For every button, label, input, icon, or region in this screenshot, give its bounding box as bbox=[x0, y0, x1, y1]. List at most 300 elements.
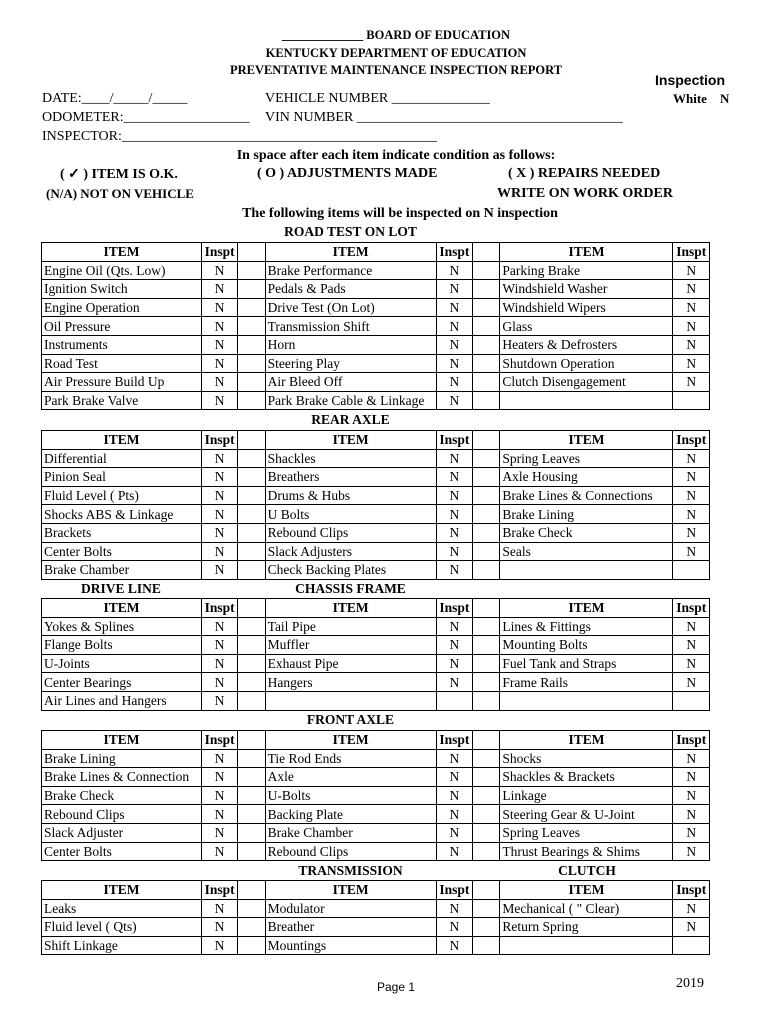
condition-entry-cell[interactable] bbox=[238, 391, 265, 410]
inspection-code: N bbox=[673, 786, 710, 805]
inspection-code: N bbox=[673, 354, 710, 373]
inspection-code: N bbox=[201, 354, 237, 373]
page-number: Page 1 bbox=[377, 980, 416, 994]
table-row bbox=[42, 391, 710, 410]
item-column-header: ITEM bbox=[500, 881, 673, 900]
table-row bbox=[42, 768, 710, 787]
table-row bbox=[42, 505, 710, 524]
item-name: Backing Plate bbox=[265, 805, 436, 824]
item-name: Brake Chamber bbox=[42, 561, 202, 580]
condition-column-header bbox=[473, 731, 500, 750]
inspection-code: N bbox=[436, 317, 472, 336]
condition-entry-cell[interactable] bbox=[473, 899, 500, 918]
inspection-code: N bbox=[201, 391, 237, 410]
item-name: Shutdown Operation bbox=[500, 354, 673, 373]
inspector-field[interactable]: INSPECTOR:_____________________________________________ bbox=[42, 129, 437, 144]
item-column-header: ITEM bbox=[42, 431, 202, 450]
item-name: Rebound Clips bbox=[265, 523, 436, 542]
item-name: Axle Housing bbox=[500, 468, 673, 487]
item-name: Air Pressure Build Up bbox=[42, 373, 202, 392]
item-name: Ignition Switch bbox=[42, 280, 202, 299]
inspt-column-header: Inspt bbox=[673, 431, 710, 450]
condition-entry-cell[interactable] bbox=[473, 749, 500, 768]
item-name: Air Lines and Hangers bbox=[42, 691, 202, 710]
vin-field[interactable]: VIN NUMBER ______________________________________ bbox=[265, 110, 623, 125]
item-name: Seals bbox=[500, 542, 673, 561]
report-title: PREVENTATIVE MAINTENANCE INSPECTION REPORT bbox=[229, 63, 563, 77]
item-name: Leaks bbox=[42, 899, 202, 918]
item-name bbox=[500, 391, 673, 410]
item-column-header: ITEM bbox=[500, 431, 673, 450]
table-row bbox=[42, 636, 710, 655]
inspection-code: N bbox=[673, 468, 710, 487]
condition-entry-cell[interactable] bbox=[238, 486, 265, 505]
item-name: Glass bbox=[500, 317, 673, 336]
inspection-code: N bbox=[673, 542, 710, 561]
condition-entry-cell[interactable] bbox=[238, 768, 265, 787]
condition-entry-cell[interactable] bbox=[473, 335, 500, 354]
condition-column-header bbox=[473, 243, 500, 262]
condition-entry-cell[interactable] bbox=[238, 823, 265, 842]
condition-entry-cell[interactable] bbox=[473, 673, 500, 692]
section-title-road-test: ROAD TEST ON LOT bbox=[284, 224, 417, 239]
item-name: Differential bbox=[42, 449, 202, 468]
table-row bbox=[42, 805, 710, 824]
condition-entry-cell[interactable] bbox=[473, 936, 500, 955]
item-name: Steering Gear & U-Joint bbox=[500, 805, 673, 824]
inspection-code: N bbox=[436, 486, 472, 505]
condition-column-header bbox=[238, 431, 265, 450]
inspection-code: N bbox=[673, 918, 710, 937]
item-name: Parking Brake bbox=[500, 261, 673, 280]
item-name: Spring Leaves bbox=[500, 449, 673, 468]
item-name: U-Bolts bbox=[265, 786, 436, 805]
table-row bbox=[42, 561, 710, 580]
item-column-header: ITEM bbox=[42, 731, 202, 750]
inspection-code: N bbox=[201, 449, 237, 468]
item-column-header: ITEM bbox=[500, 243, 673, 262]
item-name: Spring Leaves bbox=[500, 823, 673, 842]
item-name: Flange Bolts bbox=[42, 636, 202, 655]
inspection-code: N bbox=[436, 768, 472, 787]
item-name: Brake Performance bbox=[265, 261, 436, 280]
condition-column-header bbox=[238, 243, 265, 262]
item-name: Fluid Level ( Pts) bbox=[42, 486, 202, 505]
item-name: Pedals & Pads bbox=[265, 280, 436, 299]
inspection-code bbox=[673, 391, 710, 410]
inspection-code: N bbox=[436, 468, 472, 487]
condition-entry-cell[interactable] bbox=[238, 523, 265, 542]
table-row bbox=[42, 749, 710, 768]
condition-entry-cell[interactable] bbox=[238, 786, 265, 805]
section-title-front-axle: FRONT AXLE bbox=[306, 712, 395, 727]
inspection-code: N bbox=[436, 505, 472, 524]
item-name bbox=[500, 936, 673, 955]
condition-entry-cell[interactable] bbox=[238, 298, 265, 317]
condition-entry-cell[interactable] bbox=[473, 261, 500, 280]
item-name: Modulator bbox=[265, 899, 436, 918]
inspection-code: N bbox=[201, 373, 237, 392]
item-name: Slack Adjusters bbox=[265, 542, 436, 561]
section-title-chassis-frame: CHASSIS FRAME bbox=[295, 581, 406, 596]
inspection-code: N bbox=[436, 936, 472, 955]
condition-entry-cell[interactable] bbox=[238, 280, 265, 299]
item-name: Pinion Seal bbox=[42, 468, 202, 487]
table-row bbox=[42, 918, 710, 937]
condition-entry-cell[interactable] bbox=[473, 654, 500, 673]
inspection-code bbox=[673, 691, 710, 710]
item-name: Clutch Disengagement bbox=[500, 373, 673, 392]
item-name: Rebound Clips bbox=[42, 805, 202, 824]
inspection-code: N bbox=[436, 261, 472, 280]
condition-entry-cell[interactable] bbox=[473, 842, 500, 861]
inspection-code: N bbox=[436, 617, 472, 636]
inspection-code: N bbox=[673, 523, 710, 542]
condition-entry-cell[interactable] bbox=[238, 561, 265, 580]
condition-entry-cell[interactable] bbox=[473, 505, 500, 524]
item-column-header: ITEM bbox=[265, 599, 436, 618]
item-column-header: ITEM bbox=[265, 731, 436, 750]
table-row bbox=[42, 468, 710, 487]
item-column-header: ITEM bbox=[500, 599, 673, 618]
item-name: Muffler bbox=[265, 636, 436, 655]
condition-entry-cell[interactable] bbox=[238, 335, 265, 354]
condition-entry-cell[interactable] bbox=[238, 449, 265, 468]
condition-entry-cell[interactable] bbox=[473, 298, 500, 317]
item-name: Brake Lining bbox=[42, 749, 202, 768]
inspection-code: N bbox=[673, 805, 710, 824]
item-name: Rebound Clips bbox=[265, 842, 436, 861]
inspection-code: N bbox=[673, 617, 710, 636]
table-row bbox=[42, 523, 710, 542]
inspection-code: N bbox=[436, 899, 472, 918]
inspt-column-header: Inspt bbox=[436, 881, 472, 900]
table-row bbox=[42, 654, 710, 673]
condition-entry-cell[interactable] bbox=[473, 391, 500, 410]
item-name: Return Spring bbox=[500, 918, 673, 937]
inspection-code: N bbox=[436, 636, 472, 655]
item-name: Instruments bbox=[42, 335, 202, 354]
item-name: Frame Rails bbox=[500, 673, 673, 692]
item-column-header: ITEM bbox=[42, 881, 202, 900]
inspection-code: N bbox=[673, 335, 710, 354]
inspection-code: N bbox=[201, 842, 237, 861]
condition-entry-cell[interactable] bbox=[238, 899, 265, 918]
inspection-code: N bbox=[673, 280, 710, 299]
condition-entry-cell[interactable] bbox=[473, 561, 500, 580]
table-header-row bbox=[42, 731, 710, 750]
item-name: Brake Lining bbox=[500, 505, 673, 524]
inspt-column-header: Inspt bbox=[673, 599, 710, 618]
condition-entry-cell[interactable] bbox=[238, 918, 265, 937]
condition-entry-cell[interactable] bbox=[238, 654, 265, 673]
condition-column-header bbox=[473, 599, 500, 618]
item-name: Mounting Bolts bbox=[500, 636, 673, 655]
inspection-code: N bbox=[201, 542, 237, 561]
item-name: Check Backing Plates bbox=[265, 561, 436, 580]
inspection-code: N bbox=[436, 786, 472, 805]
item-name: Mountings bbox=[265, 936, 436, 955]
inspt-column-header: Inspt bbox=[201, 881, 237, 900]
condition-entry-cell[interactable] bbox=[473, 373, 500, 392]
inspection-code: N bbox=[436, 354, 472, 373]
item-name: Transmission Shift bbox=[265, 317, 436, 336]
table-row bbox=[42, 786, 710, 805]
front-axle-table bbox=[41, 730, 710, 861]
section-title-rear-axle: REAR AXLE bbox=[311, 412, 390, 427]
item-name: Center Bearings bbox=[42, 673, 202, 692]
inspection-code: N bbox=[436, 918, 472, 937]
item-name: Mechanical ( " Clear) bbox=[500, 899, 673, 918]
inspection-code: N bbox=[201, 523, 237, 542]
section-title-drive-line: DRIVE LINE bbox=[81, 581, 161, 596]
inspection-code: N bbox=[201, 561, 237, 580]
inspt-column-header: Inspt bbox=[436, 599, 472, 618]
vehicle-number-field[interactable]: VEHICLE NUMBER ______________ bbox=[265, 91, 490, 106]
condition-entry-cell[interactable] bbox=[473, 523, 500, 542]
inspection-code: N bbox=[436, 561, 472, 580]
inspection-code: N bbox=[201, 768, 237, 787]
inspection-code: N bbox=[436, 449, 472, 468]
inspection-code: N bbox=[201, 673, 237, 692]
condition-entry-cell[interactable] bbox=[238, 505, 265, 524]
condition-entry-cell[interactable] bbox=[238, 373, 265, 392]
inspection-code: N bbox=[201, 691, 237, 710]
item-name: Oil Pressure bbox=[42, 317, 202, 336]
condition-entry-cell[interactable] bbox=[473, 317, 500, 336]
year: 2019 bbox=[676, 976, 704, 991]
item-name: Air Bleed Off bbox=[265, 373, 436, 392]
inspection-code: N bbox=[673, 842, 710, 861]
inspection-code: N bbox=[673, 636, 710, 655]
item-name: Road Test bbox=[42, 354, 202, 373]
item-name: Thrust Bearings & Shims bbox=[500, 842, 673, 861]
condition-entry-cell[interactable] bbox=[473, 449, 500, 468]
inspection-code: N bbox=[436, 280, 472, 299]
item-name: U Bolts bbox=[265, 505, 436, 524]
condition-entry-cell[interactable] bbox=[473, 354, 500, 373]
condition-entry-cell[interactable] bbox=[238, 673, 265, 692]
inspection-code: N bbox=[201, 298, 237, 317]
table-row bbox=[42, 673, 710, 692]
inspection-code: N bbox=[436, 391, 472, 410]
condition-entry-cell[interactable] bbox=[238, 805, 265, 824]
item-name: Park Brake Cable & Linkage bbox=[265, 391, 436, 410]
inspection-code: N bbox=[673, 823, 710, 842]
item-name: Fluid level ( Qts) bbox=[42, 918, 202, 937]
inspection-code: N bbox=[201, 280, 237, 299]
legend-adjust: ( O ) ADJUSTMENTS MADE bbox=[257, 166, 438, 181]
condition-entry-cell[interactable] bbox=[473, 805, 500, 824]
item-name bbox=[265, 691, 436, 710]
condition-entry-cell[interactable] bbox=[238, 936, 265, 955]
inspection-code: N bbox=[673, 654, 710, 673]
inspection-code: N bbox=[436, 523, 472, 542]
inspection-code: N bbox=[436, 654, 472, 673]
condition-entry-cell[interactable] bbox=[238, 636, 265, 655]
condition-entry-cell[interactable] bbox=[238, 617, 265, 636]
item-name: Shocks ABS & Linkage bbox=[42, 505, 202, 524]
condition-entry-cell[interactable] bbox=[473, 918, 500, 937]
item-name: Slack Adjuster bbox=[42, 823, 202, 842]
condition-entry-cell[interactable] bbox=[473, 542, 500, 561]
condition-entry-cell[interactable] bbox=[238, 691, 265, 710]
item-name: Exhaust Pipe bbox=[265, 654, 436, 673]
table-row bbox=[42, 542, 710, 561]
condition-column-header bbox=[238, 731, 265, 750]
inspection-code: N bbox=[201, 749, 237, 768]
item-name bbox=[500, 561, 673, 580]
item-name: Brackets bbox=[42, 523, 202, 542]
item-name bbox=[500, 691, 673, 710]
inspection-code bbox=[436, 691, 472, 710]
inspection-code: N bbox=[673, 486, 710, 505]
item-name: Hangers bbox=[265, 673, 436, 692]
inspection-code: N bbox=[673, 749, 710, 768]
inspection-code: N bbox=[201, 805, 237, 824]
item-name: Brake Check bbox=[500, 523, 673, 542]
inspt-column-header: Inspt bbox=[436, 431, 472, 450]
inspection-code: N bbox=[436, 805, 472, 824]
odometer-field[interactable]: ODOMETER:__________________ bbox=[42, 110, 250, 125]
inspection-code: N bbox=[436, 298, 472, 317]
item-name: Shackles bbox=[265, 449, 436, 468]
condition-entry-cell[interactable] bbox=[238, 354, 265, 373]
section-title-clutch: CLUTCH bbox=[558, 863, 616, 878]
table-row bbox=[42, 298, 710, 317]
item-name: Breathers bbox=[265, 468, 436, 487]
item-name: Horn bbox=[265, 335, 436, 354]
inspection-code: N bbox=[436, 823, 472, 842]
condition-entry-cell[interactable] bbox=[473, 486, 500, 505]
item-name: Brake Chamber bbox=[265, 823, 436, 842]
legend-intro: In space after each item indicate condition as follows: bbox=[236, 148, 556, 163]
inspection-code: N bbox=[673, 261, 710, 280]
item-name: Shocks bbox=[500, 749, 673, 768]
inspt-column-header: Inspt bbox=[201, 599, 237, 618]
item-name: Fuel Tank and Straps bbox=[500, 654, 673, 673]
section-title-transmission: TRANSMISSION bbox=[298, 863, 403, 878]
item-column-header: ITEM bbox=[42, 243, 202, 262]
table-row bbox=[42, 449, 710, 468]
inspt-column-header: Inspt bbox=[436, 731, 472, 750]
department-title: KENTUCKY DEPARTMENT OF EDUCATION bbox=[265, 46, 527, 60]
item-name: Shift Linkage bbox=[42, 936, 202, 955]
inspection-code: N bbox=[436, 542, 472, 561]
inspection-label: Inspection bbox=[655, 72, 726, 88]
inspection-code: N bbox=[673, 768, 710, 787]
condition-column-header bbox=[238, 881, 265, 900]
inspection-code: N bbox=[201, 636, 237, 655]
legend-following: The following items will be inspected on N inspection bbox=[242, 206, 558, 221]
inspection-code: N bbox=[201, 468, 237, 487]
inspection-code: N bbox=[673, 505, 710, 524]
condition-entry-cell[interactable] bbox=[473, 468, 500, 487]
inspection-code: N bbox=[673, 449, 710, 468]
item-column-header: ITEM bbox=[500, 731, 673, 750]
date-field[interactable]: DATE:____/_____/_____ bbox=[42, 91, 188, 106]
inspection-code: N bbox=[673, 317, 710, 336]
inspection-value: White N bbox=[673, 91, 730, 106]
item-name: Breather bbox=[265, 918, 436, 937]
inspection-code: N bbox=[436, 749, 472, 768]
inspection-code: N bbox=[673, 673, 710, 692]
inspt-column-header: Inspt bbox=[436, 243, 472, 262]
item-name: Linkage bbox=[500, 786, 673, 805]
item-column-header: ITEM bbox=[265, 243, 436, 262]
item-name: Lines & Fittings bbox=[500, 617, 673, 636]
drive-chassis-table bbox=[41, 598, 710, 711]
item-name: Tail Pipe bbox=[265, 617, 436, 636]
condition-entry-cell[interactable] bbox=[473, 786, 500, 805]
legend-repairs: ( X ) REPAIRS NEEDED bbox=[508, 166, 661, 181]
table-row bbox=[42, 261, 710, 280]
inspt-column-header: Inspt bbox=[673, 881, 710, 900]
condition-entry-cell[interactable] bbox=[238, 542, 265, 561]
inspection-code: N bbox=[201, 261, 237, 280]
inspection-code: N bbox=[673, 373, 710, 392]
inspection-code: N bbox=[201, 486, 237, 505]
condition-entry-cell[interactable] bbox=[473, 768, 500, 787]
inspection-code: N bbox=[436, 673, 472, 692]
transmission-clutch-table bbox=[41, 880, 710, 955]
condition-entry-cell[interactable] bbox=[473, 280, 500, 299]
inspt-column-header: Inspt bbox=[201, 431, 237, 450]
item-name: Windshield Wipers bbox=[500, 298, 673, 317]
condition-entry-cell[interactable] bbox=[473, 617, 500, 636]
condition-entry-cell[interactable] bbox=[238, 317, 265, 336]
legend-ok: ( ✓ ) ITEM IS O.K. bbox=[60, 167, 178, 182]
item-name: Engine Oil (Qts. Low) bbox=[42, 261, 202, 280]
inspection-code: N bbox=[201, 786, 237, 805]
item-name: Axle bbox=[265, 768, 436, 787]
table-row bbox=[42, 280, 710, 299]
table-row bbox=[42, 617, 710, 636]
condition-entry-cell[interactable] bbox=[473, 691, 500, 710]
item-name: Drums & Hubs bbox=[265, 486, 436, 505]
table-row bbox=[42, 335, 710, 354]
item-name: Park Brake Valve bbox=[42, 391, 202, 410]
condition-entry-cell[interactable] bbox=[473, 823, 500, 842]
inspection-code: N bbox=[201, 654, 237, 673]
table-row bbox=[42, 486, 710, 505]
inspection-code: N bbox=[673, 298, 710, 317]
item-name: Center Bolts bbox=[42, 842, 202, 861]
item-name: Brake Lines & Connection bbox=[42, 768, 202, 787]
inspection-code bbox=[673, 561, 710, 580]
item-column-header: ITEM bbox=[265, 881, 436, 900]
item-name: Engine Operation bbox=[42, 298, 202, 317]
condition-column-header bbox=[473, 881, 500, 900]
condition-entry-cell[interactable] bbox=[238, 468, 265, 487]
inspt-column-header: Inspt bbox=[673, 243, 710, 262]
item-name: Brake Lines & Connections bbox=[500, 486, 673, 505]
inspection-code: N bbox=[436, 373, 472, 392]
table-row bbox=[42, 823, 710, 842]
condition-entry-cell[interactable] bbox=[473, 636, 500, 655]
condition-entry-cell[interactable] bbox=[238, 261, 265, 280]
item-name: U-Joints bbox=[42, 654, 202, 673]
condition-entry-cell[interactable] bbox=[238, 749, 265, 768]
item-name: Drive Test (On Lot) bbox=[265, 298, 436, 317]
road-test-table bbox=[41, 242, 710, 410]
inspection-code: N bbox=[201, 918, 237, 937]
table-header-row bbox=[42, 431, 710, 450]
table-row bbox=[42, 317, 710, 336]
condition-entry-cell[interactable] bbox=[238, 842, 265, 861]
inspection-code: N bbox=[201, 899, 237, 918]
inspection-code: N bbox=[673, 899, 710, 918]
